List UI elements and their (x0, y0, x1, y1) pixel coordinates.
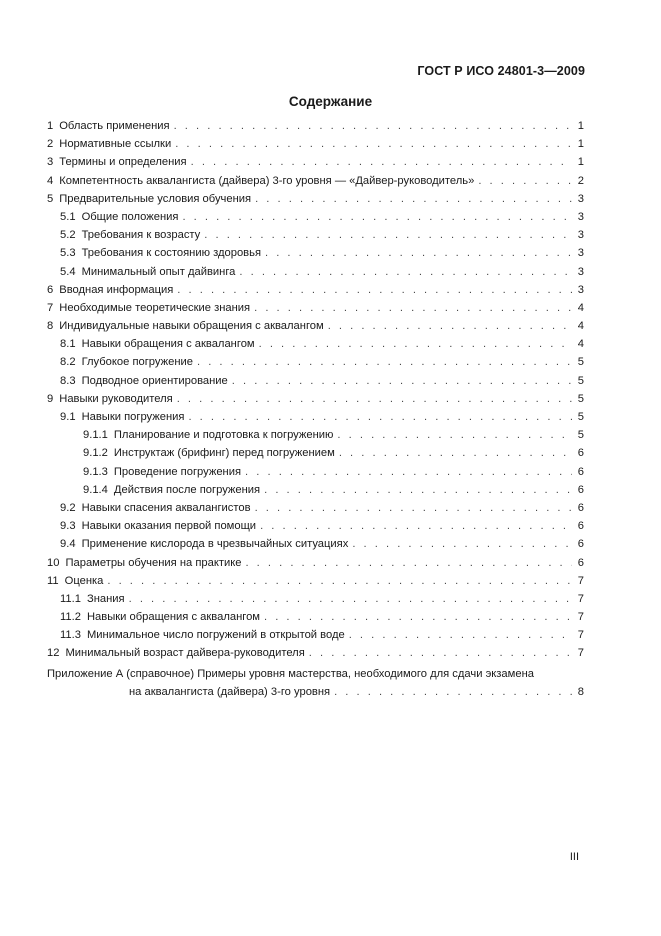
toc-entry-page: 5 (577, 356, 584, 369)
toc-entry[interactable] (47, 538, 584, 556)
toc-entry-page: 7 (577, 629, 584, 642)
toc-entry-number: 11.1 (60, 592, 81, 605)
toc-entry[interactable] (47, 629, 584, 647)
appendix-title-line2: на аквалангиста (дайвера) 3-го уровня (129, 685, 331, 698)
toc-entry[interactable] (47, 375, 584, 393)
toc-entry-number: 5.4 (60, 265, 76, 278)
dot-leader (264, 611, 572, 623)
toc-entry[interactable] (47, 138, 584, 156)
dot-leader (188, 411, 572, 423)
toc-entry-number: 8.2 (60, 356, 76, 369)
toc-entry-title: Вводная информация (59, 283, 174, 296)
document-id: ГОСТ Р ИСО 24801-3—2009 (417, 64, 585, 78)
toc-entry-title: Минимальное число погружений в открытой воде (86, 629, 345, 642)
toc-entry[interactable] (47, 611, 584, 629)
toc-entry-title: Оценка (64, 574, 104, 587)
toc-entry-title: Предварительные условия обучения (59, 192, 252, 205)
dot-leader (328, 320, 572, 332)
dot-leader (349, 629, 572, 641)
toc-entry-page: 4 (577, 338, 584, 351)
dot-leader (245, 466, 572, 478)
toc-entry-page: 7 (577, 592, 584, 605)
toc-entry-page: 5 (577, 429, 584, 442)
toc-entry[interactable] (47, 320, 584, 338)
toc-entry-title: Навыки руководителя (59, 392, 173, 405)
toc-entry-page: 7 (577, 611, 584, 624)
toc-entry-title: Минимальный возраст дайвера-руководителя (65, 647, 305, 660)
dot-leader (177, 393, 572, 405)
toc-entry-title: Навыки оказания первой помощи (81, 520, 257, 533)
dot-leader (337, 429, 572, 441)
dot-leader (264, 484, 572, 496)
toc-entry[interactable] (47, 429, 584, 447)
toc-entry-title: Термины и определения (59, 156, 187, 169)
dot-leader (107, 575, 572, 587)
toc-entry-title: Глубокое погружение (81, 356, 193, 369)
toc-entry-page: 6 (577, 556, 584, 569)
appendix-title-line1: Приложение А (справочное) Примеры уровня мастерства, необходимого для сдачи экзамена (47, 667, 534, 680)
toc-entry-page: 3 (577, 192, 584, 205)
toc-entry[interactable] (47, 338, 584, 356)
toc-entry[interactable] (47, 193, 584, 211)
toc-entry-page: 5 (577, 374, 584, 387)
toc-entry[interactable] (47, 484, 584, 502)
toc-entry-page: 4 (577, 320, 584, 333)
toc-entry-page: 1 (577, 120, 584, 132)
toc-entry-page: 7 (577, 647, 584, 660)
toc-entry[interactable] (47, 393, 584, 411)
toc-entry-title: Навыки погружения (81, 411, 185, 423)
toc-entry-number: 9.3 (60, 520, 76, 533)
toc-entry-page: 1 (577, 156, 584, 169)
dot-leader (478, 175, 572, 187)
toc-entry-page: 3 (577, 247, 584, 260)
dot-leader (239, 266, 572, 278)
dot-leader (245, 557, 572, 569)
toc-entry[interactable] (47, 120, 584, 138)
toc-entry[interactable] (47, 520, 584, 538)
dot-leader (197, 356, 572, 368)
toc-entry-number: 8.1 (60, 338, 76, 351)
toc-entry-title: Проведение погружения (113, 465, 242, 478)
toc-entry-title: Действия после погружения (113, 483, 261, 496)
dot-leader (260, 520, 572, 532)
toc-entry-page: 6 (577, 501, 584, 514)
toc-entry-number: 5 (47, 192, 54, 205)
toc-entry-number: 11 (47, 574, 59, 587)
toc-entry-page: 3 (577, 229, 584, 242)
toc-entry[interactable] (47, 247, 584, 265)
toc-entry-page: 3 (577, 283, 584, 296)
toc-entry-title: Нормативные ссылки (59, 138, 172, 151)
toc-entry-page: 3 (577, 265, 584, 278)
toc-entry-title: Навыки обращения с аквалангом (81, 338, 255, 351)
toc-entry-title: Требования к возрасту (81, 229, 201, 242)
toc-entry-page: 5 (577, 411, 584, 423)
toc-entry-number: 9.1 (60, 411, 76, 423)
toc-entry-title: Минимальный опыт дайвинга (81, 265, 236, 278)
toc-entry-title: Навыки спасения аквалангистов (81, 501, 251, 514)
toc-entry-page: 2 (577, 174, 584, 187)
page-number: III (569, 851, 579, 863)
toc-entry-page: 4 (577, 301, 584, 314)
toc-entry-title: Область применения (59, 120, 170, 132)
toc-entry[interactable] (47, 211, 584, 229)
toc-entry-number: 7 (47, 301, 54, 314)
toc-entry-page: 7 (577, 574, 584, 587)
toc-entry[interactable] (47, 156, 584, 174)
toc-entry-number: 10 (47, 556, 60, 569)
toc-entry-number: 9.1.1 (83, 429, 108, 442)
toc-entry-number: 9.1.2 (83, 447, 108, 460)
dot-leader (232, 375, 572, 387)
toc-entry-number: 5.3 (60, 247, 76, 260)
toc-entry-number: 9 (47, 392, 54, 405)
dot-leader (182, 211, 572, 223)
dot-leader (174, 120, 572, 132)
toc-entry-title: Требования к состоянию здоровья (81, 247, 261, 260)
toc-entry-title: Планирование и подготовка к погружению (113, 429, 334, 442)
toc-entry-number: 9.2 (60, 501, 76, 514)
toc-entry[interactable] (47, 266, 584, 284)
toc-entry[interactable] (47, 593, 584, 611)
toc-entry-title: Инструктаж (брифинг) перед погружением (113, 447, 335, 460)
toc-entry[interactable] (47, 557, 584, 575)
toc-entry-number: 4 (47, 174, 54, 187)
toc-entry-number: 9.4 (60, 538, 76, 551)
table-of-contents (47, 120, 584, 704)
dot-leader (204, 229, 572, 241)
toc-entry-title: Подводное ориентирование (81, 374, 228, 387)
toc-entry-number: 5.2 (60, 229, 76, 242)
dot-leader (339, 447, 572, 459)
toc-entry-title: Навыки обращения с аквалангом (86, 611, 260, 624)
toc-entry-number: 3 (47, 156, 54, 169)
toc-entry-number: 8 (47, 320, 54, 333)
toc-entry-number: 9.1.3 (83, 465, 108, 478)
toc-entry-title: Знания (86, 592, 125, 605)
dot-leader (129, 593, 572, 605)
toc-entry-title: Необходимые теоретические знания (59, 301, 251, 314)
toc-entry-number: 5.1 (60, 210, 76, 223)
toc-entry-page: 6 (577, 465, 584, 478)
dot-leader (191, 156, 572, 168)
toc-entry[interactable] (47, 502, 584, 520)
toc-appendix-entry[interactable] (47, 668, 584, 704)
toc-entry[interactable] (47, 229, 584, 247)
toc-entry[interactable] (47, 575, 584, 593)
toc-entry-title: Индивидуальные навыки обращения с аквалангом (59, 320, 324, 333)
toc-entry-number: 11.2 (60, 611, 81, 624)
toc-entry-number: 12 (47, 647, 60, 660)
toc-entry[interactable] (47, 284, 584, 302)
dot-leader (177, 284, 572, 296)
toc-entry-page: 1 (577, 138, 584, 151)
dot-leader (254, 302, 572, 314)
page-title: Содержание (288, 94, 373, 109)
toc-entry-page: 5 (577, 392, 584, 405)
toc-entry[interactable] (47, 466, 584, 484)
dot-leader (255, 502, 572, 514)
toc-entry-title: Компетентность аквалангиста (дайвера) 3-го уровня — «Дайвер-руководитель» (59, 174, 475, 187)
toc-entry[interactable] (47, 302, 584, 320)
toc-entry-number: 11.3 (60, 629, 81, 642)
toc-entry-number: 6 (47, 283, 54, 296)
dot-leader (309, 647, 572, 659)
dot-leader (352, 538, 572, 550)
toc-entry-page: 6 (577, 538, 584, 551)
dot-leader (265, 247, 572, 259)
toc-entry-number: 1 (47, 120, 54, 132)
dot-leader (255, 193, 572, 205)
toc-entry[interactable] (47, 447, 584, 465)
toc-entry-page: 6 (577, 447, 584, 460)
toc-entry-number: 2 (47, 138, 54, 151)
dot-leader (259, 338, 572, 350)
toc-entry-number: 8.3 (60, 374, 76, 387)
dot-leader (334, 686, 572, 698)
toc-entry-number: 9.1.4 (83, 483, 108, 496)
toc-entry-page: 6 (577, 520, 584, 533)
toc-entry-title: Параметры обучения на практике (65, 556, 242, 569)
toc-entry[interactable] (47, 175, 584, 193)
toc-entry[interactable] (47, 356, 584, 374)
toc-entry[interactable] (47, 647, 584, 665)
toc-entry-title: Общие положения (81, 210, 179, 223)
toc-entry-page: 3 (577, 210, 584, 223)
dot-leader (175, 138, 572, 150)
toc-entry[interactable] (47, 411, 584, 429)
toc-entry-title: Применение кислорода в чрезвычайных ситуациях (81, 538, 349, 551)
toc-entry-page: 6 (577, 483, 584, 496)
appendix-page-number: 8 (577, 685, 584, 698)
